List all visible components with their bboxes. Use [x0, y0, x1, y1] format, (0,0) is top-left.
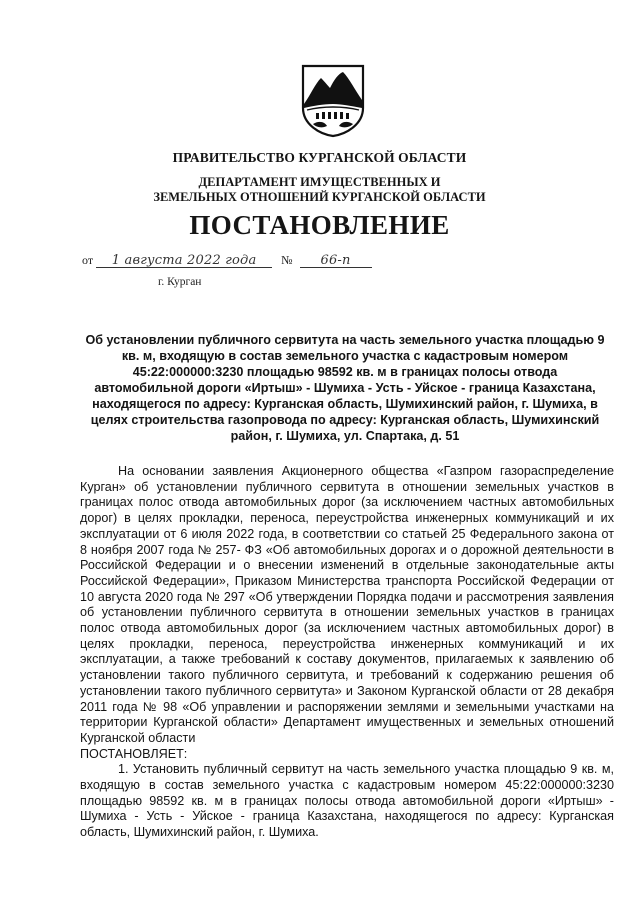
- date-prefix: от: [82, 253, 94, 267]
- government-name: ПРАВИТЕЛЬСТВО КУРГАНСКОЙ ОБЛАСТИ: [172, 150, 467, 165]
- document-subject: Об установлении публичного сервитута на часть земельного участка площадью 9 кв. м, входящую в состав земельного участка с кадастровым номером 45:22:000000:3230 площадью 98592 кв. м в границах полосы отвода автомобильной дороги «Иртыш» - Шумиха - Усть - Уйское - граница Казахстана, находящегося по адресу: Курганская область, Шумихинский район, г. Шумиха, в целях строительства газопровода по адресу: Курганская область, Шумихинский район, г. Шумиха, ул. Спартака, д. 51: [85, 333, 605, 443]
- department-name-line2: ЗЕМЕЛЬНЫХ ОТНОШЕНИЙ КУРГАНСКОЙ ОБЛАСТИ: [153, 190, 486, 204]
- city: г. Курган: [158, 276, 202, 288]
- document-body: [80, 464, 614, 841]
- handwritten-number: 66-п: [300, 254, 372, 268]
- preamble-paragraph: На основании заявления Акционерного общества «Газпром газораспределение Курган» об установлении публичного сервитута в отношении земельных участков в границах полос отвода автомобильных дорог (за исключением частных автомобильных дорог) в целях прокладки, переноса, переустройства инженерных коммуникаций и их эксплуатации от 6 июля 2022 года, в соответствии со статьей 25 Федерального закона от 8 ноября 2007 года № 257- ФЗ «Об автомобильных дорогах и о дорожной деятельности в Российской Федерации и о внесении изменений в отдельные законодательные акты Российской Федерации», Приказом Министерства транспорта Российской Федерации от 10 августа 2020 года № 297 «Об утверждении Порядка подачи и рассмотрения заявления об установлении публичного сервитута в отношении земельных участков в границах полос отвода автомобильных дорог (за исключением частных автомобильных дорог) в целях прокладки, переноса, переустройства инженерных коммуникаций и их эксплуатации, а также требований к составу документов, прилагаемых к заявлению об установлении такого публичного сервитута, и требований к содержанию решения об установлении такого публичного сервитута» и Законом Курганской области от 28 декабря 2011 года № 98 «Об управлении и распоряжении землями и земельными участками на территории Курганской области» Департамент имущественных и земельных отношений Курганской области: [80, 464, 614, 745]
- handwritten-date: 1 августа 2022 года: [96, 254, 272, 268]
- number-sign: №: [281, 253, 293, 267]
- item-1-paragraph: 1. Установить публичный сервитут на часть земельного участка площадью 9 кв. м, входящую в состав земельного участка с кадастровым номером 45:22:000000:3230 площадью 98592 кв. м в границах полосы отвода автомобильной дороги «Иртыш» - Шумиха - Усть - Уйское - граница Казахстана, находящегося по адресу: Курганская область, Шумихинский район, г. Шумиха.: [80, 762, 614, 840]
- date-number-line: [82, 253, 372, 268]
- department-name-line1: ДЕПАРТАМЕНТ ИМУЩЕСТВЕННЫХ И: [198, 175, 441, 189]
- document-type-title: ПОСТАНОВЛЕНИЕ: [189, 210, 450, 240]
- resolves-heading: ПОСТАНОВЛЯЕТ:: [80, 746, 188, 761]
- kurgan-region-coat-of-arms-icon: [301, 64, 365, 138]
